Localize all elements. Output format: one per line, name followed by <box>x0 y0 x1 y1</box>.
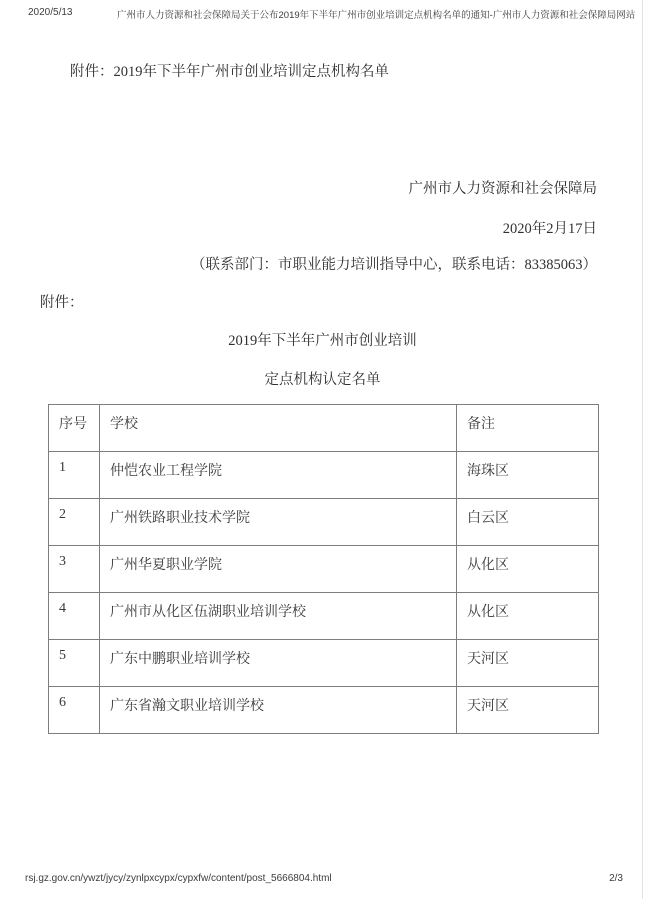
issue-date: 2020年2月17日 <box>502 221 597 237</box>
print-footer-page-indicator: 2/3 <box>609 873 623 884</box>
cell-note: 天河区 <box>457 640 599 687</box>
institutions-table <box>48 404 599 734</box>
table-row <box>49 687 599 734</box>
cell-school: 广东中鹏职业培训学校 <box>100 640 457 687</box>
issuer-name: 广州市人力资源和社会保障局 <box>408 181 597 197</box>
cell-number: 2 <box>49 499 100 546</box>
header-cell-school: 学校 <box>100 405 457 452</box>
print-footer-url: rsj.gz.gov.cn/ywzt/jycy/zynlpxcypx/cypxfw/content/post_5666804.html <box>25 873 332 884</box>
table-row <box>49 452 599 499</box>
header-cell-note: 备注 <box>457 405 599 452</box>
cell-school: 广州市从化区伍湖职业培训学校 <box>100 593 457 640</box>
table-row <box>49 546 599 593</box>
cell-note: 从化区 <box>457 593 599 640</box>
table-title-line2: 定点机构认定名单 <box>264 372 381 388</box>
cell-number: 5 <box>49 640 100 687</box>
cell-note: 白云区 <box>457 499 599 546</box>
table-title-line1: 2019年下半年广州市创业培训 <box>228 333 417 349</box>
cell-number: 1 <box>49 452 100 499</box>
cell-note: 从化区 <box>457 546 599 593</box>
print-header-title: 广州市人力资源和社会保障局关于公布2019年下半年广州市创业培训定点机构名单的通知-广州市人力资源和社会保障局网站 <box>117 10 636 21</box>
table-row <box>49 499 599 546</box>
table-header-row <box>49 405 599 452</box>
cell-school: 广东省瀚文职业培训学校 <box>100 687 457 734</box>
header-cell-number: 序号 <box>49 405 100 452</box>
cell-note: 天河区 <box>457 687 599 734</box>
attachment-reference-line: 附件：2019年下半年广州市创业培训定点机构名单 <box>70 64 389 80</box>
contact-info-line: （联系部门：市职业能力培训指导中心，联系电话：83385063） <box>191 257 597 273</box>
print-header-date: 2020/5/13 <box>28 7 73 18</box>
cell-number: 6 <box>49 687 100 734</box>
cell-note: 海珠区 <box>457 452 599 499</box>
attachment-label: 附件： <box>40 295 84 311</box>
cell-school: 广州铁路职业技术学院 <box>100 499 457 546</box>
cell-school: 广州华夏职业学院 <box>100 546 457 593</box>
cell-number: 4 <box>49 593 100 640</box>
page-right-edge-line <box>642 0 643 899</box>
table-row <box>49 593 599 640</box>
cell-school: 仲恺农业工程学院 <box>100 452 457 499</box>
table-row <box>49 640 599 687</box>
cell-number: 3 <box>49 546 100 593</box>
